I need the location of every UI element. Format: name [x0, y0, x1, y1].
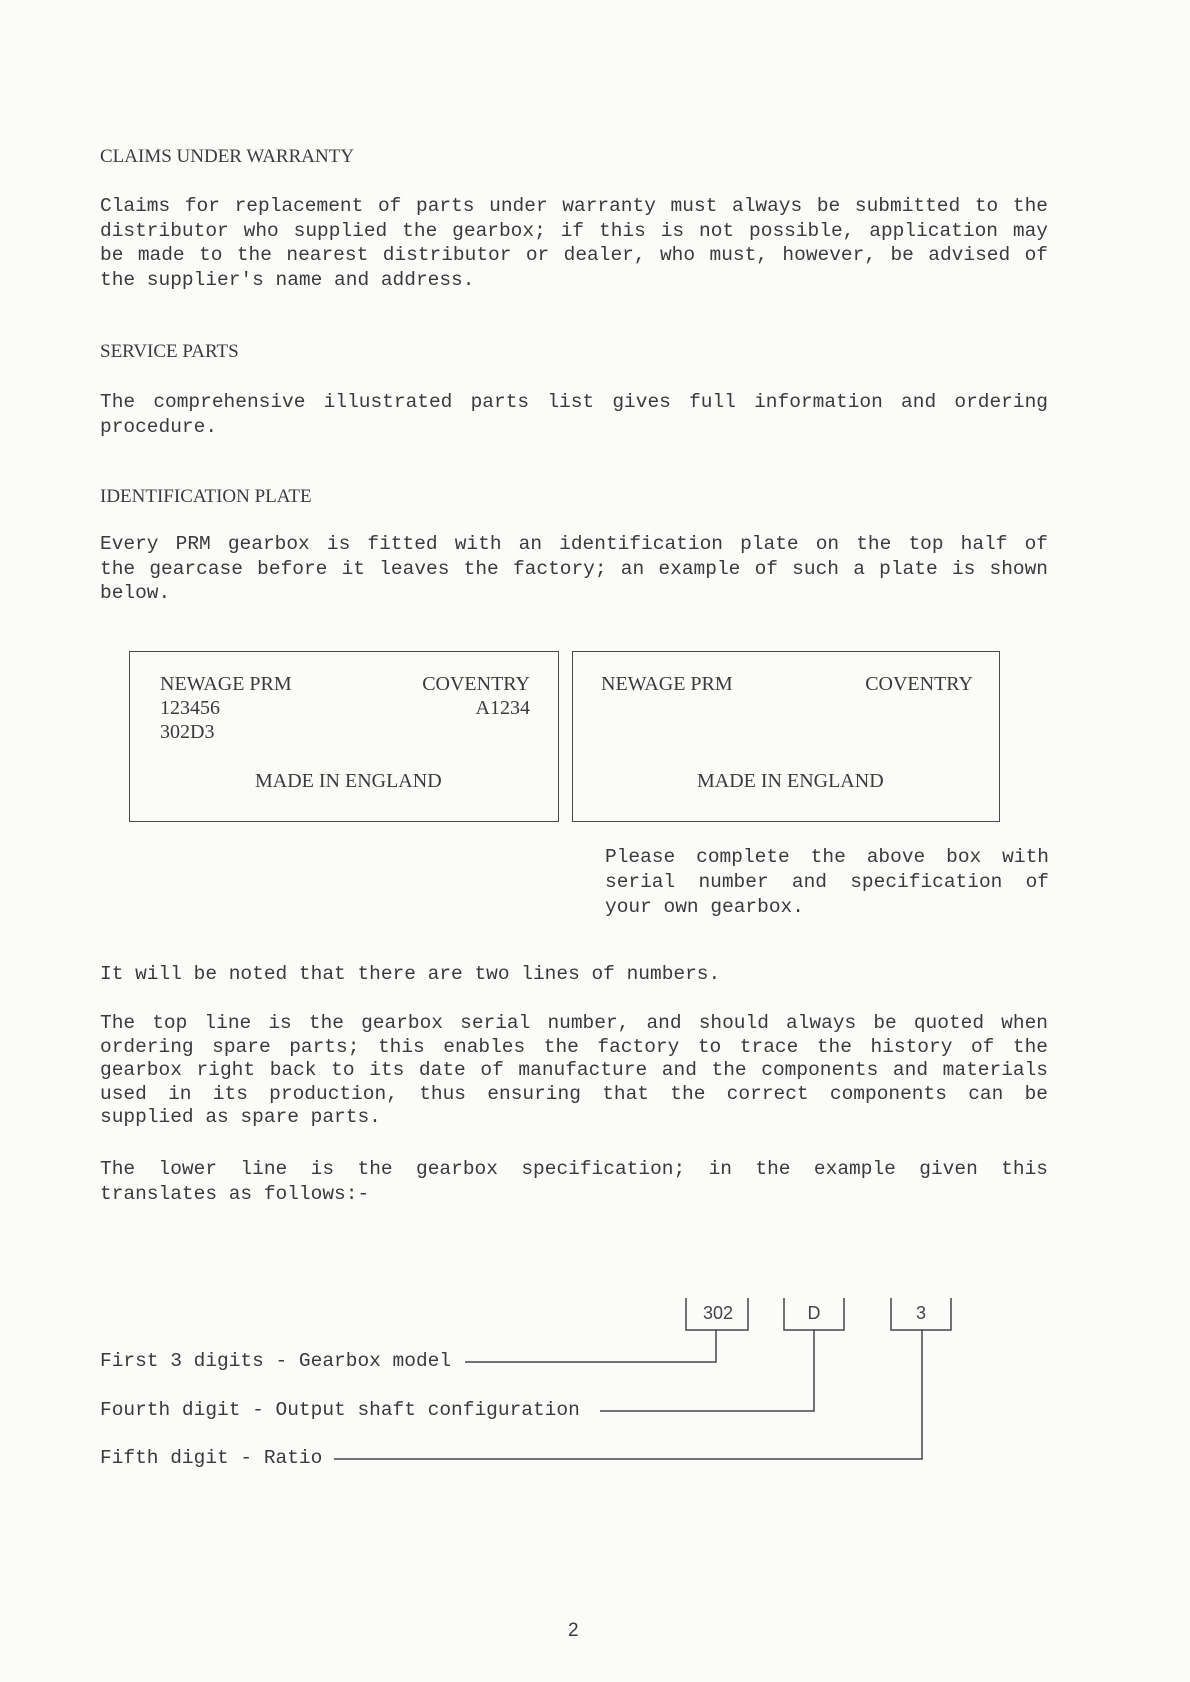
- warranty-line: Claims for replacement of parts under warranty must always be submitted to the: [100, 195, 1048, 217]
- warranty-heading: CLAIMS UNDER WARRANTY: [100, 146, 355, 167]
- plate-origin: MADE IN ENGLAND: [697, 770, 884, 792]
- top-line-text: supplied as spare parts.: [100, 1106, 381, 1128]
- spec-leader-shaft: [600, 1330, 814, 1411]
- note-line: Please complete the above box with: [605, 846, 1049, 868]
- service-line: procedure.: [100, 415, 218, 438]
- plate-code: A1234: [475, 697, 530, 719]
- lower-line-text: The lower line is the gearbox specification; in the example given this: [100, 1158, 1048, 1180]
- spec-label-ratio: Fifth digit - Ratio: [100, 1447, 323, 1469]
- plate-spec: 302D3: [160, 721, 215, 743]
- top-line-text: gearbox right back to its date of manufacture and the components and materials: [100, 1059, 1048, 1081]
- plate-maker: NEWAGE PRM: [601, 673, 733, 695]
- spec-code-model: 302: [702, 1303, 734, 1323]
- noted-line: It will be noted that there are two lines of numbers.: [100, 963, 721, 985]
- service-line: The comprehensive illustrated parts list gives full information and ordering: [100, 391, 1048, 413]
- plate-city: COVENTRY: [422, 673, 530, 695]
- plate-city: COVENTRY: [865, 673, 973, 695]
- identification-line: Every PRM gearbox is fitted with an identification plate on the top half of: [100, 533, 1048, 555]
- spec-label-shaft: Fourth digit - Output shaft configuration: [100, 1399, 580, 1421]
- spec-code-ratio: 3: [915, 1303, 926, 1323]
- top-line-text: used in its production, thus ensuring that the correct components can be: [100, 1082, 1048, 1105]
- spec-code-shaft: D: [807, 1303, 821, 1323]
- warranty-line: distributor who supplied the gearbox; if this is not possible, application may: [100, 219, 1048, 242]
- warranty-line: be made to the nearest distributor or dealer, who must, however, be advised of: [100, 244, 1048, 266]
- identification-heading: IDENTIFICATION PLATE: [100, 486, 312, 507]
- note-line: your own gearbox.: [605, 896, 804, 918]
- lower-line-text: translates as follows:-: [100, 1182, 370, 1205]
- top-line-text: The top line is the gearbox serial number, and should always be quoted when: [100, 1012, 1048, 1034]
- top-line-text: ordering spare parts; this enables the factory to trace the history of the: [100, 1035, 1048, 1058]
- plate-serial: 123456: [160, 697, 220, 719]
- warranty-line: the supplier's name and address.: [100, 268, 475, 291]
- page-number: 2: [568, 1620, 579, 1641]
- spec-leader-model: [465, 1330, 716, 1362]
- plate-maker: NEWAGE PRM: [160, 673, 292, 695]
- spec-label-model: First 3 digits - Gearbox model: [100, 1350, 452, 1372]
- service-heading: SERVICE PARTS: [100, 341, 239, 362]
- identification-line: the gearcase before it leaves the factory; an example of such a plate is shown: [100, 557, 1048, 580]
- note-line: serial number and specification of: [605, 871, 1049, 893]
- plate-origin: MADE IN ENGLAND: [255, 770, 442, 792]
- identification-line: below.: [100, 582, 171, 604]
